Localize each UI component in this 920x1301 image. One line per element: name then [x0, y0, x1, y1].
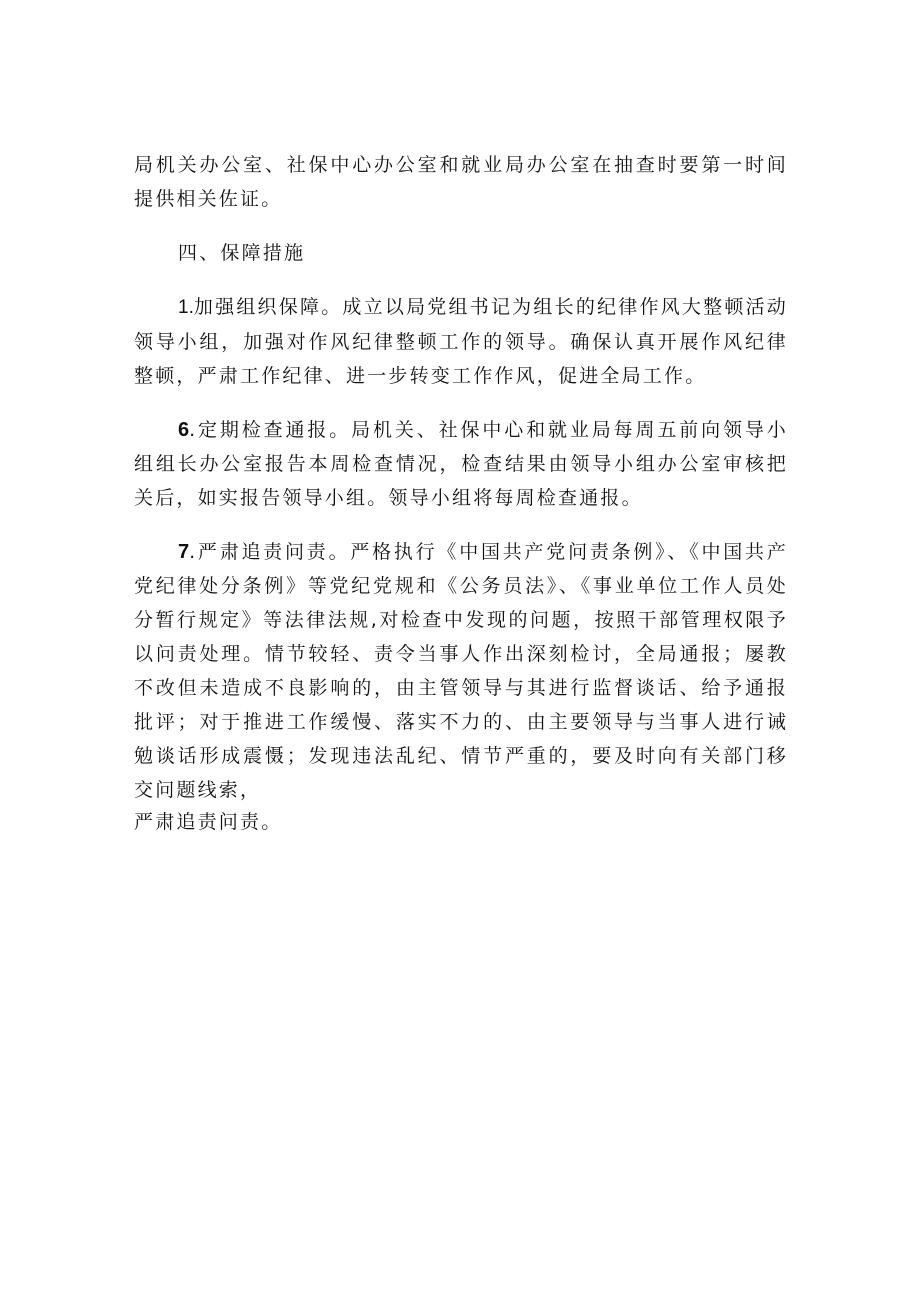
item-number: 7	[178, 541, 190, 563]
item-text: .严肃追责问责。严格执行《中国共产党问责条例》、《中国共产党纪律处分条例》等党纪党规和《公务员法》、《事业单位工作人员处分暂行规定》等法律法规,对检查中发现的问题，按照干部管理权限予以问责处理。情节较轻、责令当事人作出深刻检讨，全局通报；屡教不改但未造成不良影响的，由主管领导与其进行监督谈话、给予通报批评；对于推进工作缓慢、落实不力的、由主要领导与当事人进行诫勉谈话形成震慑；发现违法乱纪、情节严重的，要及时向有关部门移交问题线索，	[134, 541, 788, 801]
paragraph-item-6	[134, 413, 788, 515]
paragraph-evidence: 局机关办公室、社保中心办公室和就业局办公室在抽查时要第一时间提供相关佐证。	[134, 154, 788, 210]
document-body	[134, 148, 788, 857]
paragraph-item-1	[134, 290, 788, 393]
paragraph-closing-line: 严肃追责问责。	[134, 811, 283, 833]
item-number: 1.	[178, 297, 194, 318]
item-number: 6	[178, 419, 190, 441]
paragraph-item-7	[134, 535, 788, 807]
item-text: 加强组织保障。成立以局党组书记为组长的纪律作风大整顿活动领导小组，加强对作风纪律整顿工作的领导。确保认真开展作风纪律整顿，严肃工作纪律、进一步转变工作作风，促进全局工作。	[134, 296, 788, 387]
item-text: .定期检查通报。局机关、社保中心和就业局每周五前向领导小组组长办公室报告本周检查情况，检查结果由领导小组办公室审核把关后，如实报告领导小组。领导小组将每周检查通报。	[134, 419, 788, 509]
section-heading-safeguards: 四、保障措施	[178, 242, 306, 264]
